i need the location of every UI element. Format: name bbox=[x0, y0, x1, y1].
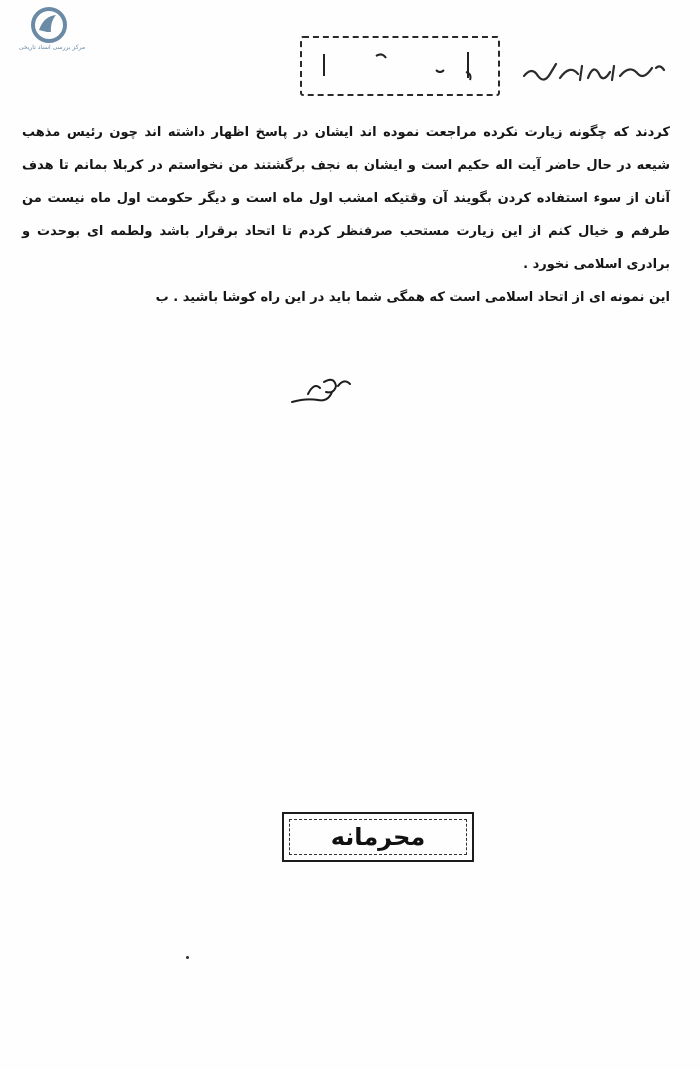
signature bbox=[288, 372, 354, 418]
letter-body bbox=[22, 116, 670, 314]
reference-stamp bbox=[300, 36, 500, 96]
confidential-stamp bbox=[282, 812, 474, 862]
archive-logo bbox=[6, 6, 98, 54]
ink-speck bbox=[186, 956, 189, 959]
archive-logo-icon bbox=[28, 6, 70, 46]
stamp-marks bbox=[316, 48, 476, 82]
paragraph-1: کردند که چگونه زیارت نکرده مراجعت نموده اند ایشان در پاسخ اظهار داشته اند چون رئیس مذهب شیعه در حال حاضر آیت اله حکیم است و ایشان به نجف برگشتند من نخواستم در کربلا بمانم تا هدف آنان از سوء استفاده کردن بگویند آن وقتیکه امشب اول ماه است و دیگر حکومت اول ماه نیست من طرفم و خیال کنم از این زیارت مستحب صرفنظر کردم تا اتحاد برقرار باشد ولطمه ای بوحدت و برادری اسلامی نخورد . bbox=[22, 125, 670, 272]
logo-caption: مرکز بررسی اسناد تاریخی bbox=[18, 44, 86, 51]
handwritten-date bbox=[520, 58, 670, 86]
paragraph-2: این نمونه ای از اتحاد اسلامی است که همگی شما باید در این راه کوشا باشید . ب bbox=[155, 290, 670, 305]
confidential-label: محرمانه bbox=[330, 823, 426, 851]
